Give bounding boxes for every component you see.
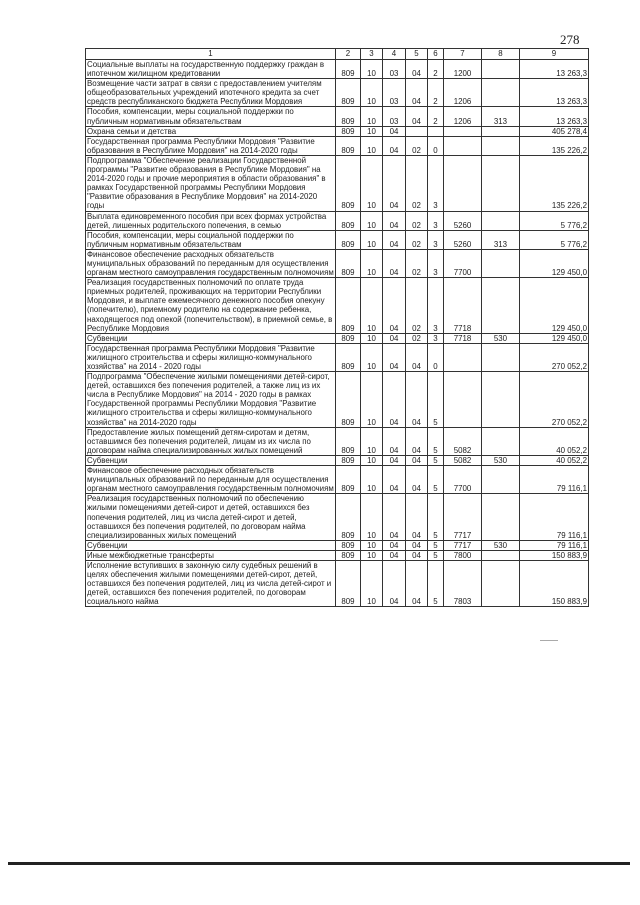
subsection-code: 04 [383,560,406,606]
admin-code: 809 [336,136,361,155]
program-code [406,126,428,136]
subprogram-code: 5 [428,427,444,455]
table-row [86,249,589,277]
section-code: 10 [361,249,383,277]
program-code: 02 [406,211,428,230]
expense-type-code [482,79,520,107]
section-code: 10 [361,427,383,455]
section-code: 10 [361,343,383,371]
expense-type-code [482,278,520,334]
subsection-code: 04 [383,372,406,428]
table-row [86,211,589,230]
subsection-code: 04 [383,455,406,465]
admin-code: 809 [336,230,361,249]
expense-type-code [482,126,520,136]
target-code: 7718 [444,278,482,334]
table-row [86,550,589,560]
subprogram-code: 2 [428,79,444,107]
expense-type-code [482,560,520,606]
amount: 129 450,0 [520,333,589,343]
admin-code: 809 [336,427,361,455]
subprogram-code: 3 [428,230,444,249]
expense-type-code: 313 [482,107,520,126]
subsection-code: 04 [383,126,406,136]
program-code: 04 [406,372,428,428]
program-code: 02 [406,136,428,155]
budget-table [85,48,589,607]
admin-code: 809 [336,466,361,494]
table-row [86,126,589,136]
amount: 135 226,2 [520,136,589,155]
target-code: 7803 [444,560,482,606]
amount: 270 052,2 [520,343,589,371]
target-code: 5082 [444,427,482,455]
admin-code: 809 [336,333,361,343]
program-code: 04 [406,107,428,126]
table-row [86,136,589,155]
target-code: 7800 [444,550,482,560]
subsection-code: 04 [383,249,406,277]
expense-type-code [482,211,520,230]
subprogram-code: 0 [428,136,444,155]
target-code: 5260 [444,230,482,249]
expense-type-code: 530 [482,540,520,550]
column-header-6: 6 [428,49,444,60]
table-row [86,372,589,428]
admin-code: 809 [336,372,361,428]
expense-type-code [482,494,520,540]
expense-type-code [482,550,520,560]
target-code: 7700 [444,466,482,494]
target-code [444,136,482,155]
subsection-code: 04 [383,155,406,211]
column-header-4: 4 [383,49,406,60]
subprogram-code: 3 [428,333,444,343]
subprogram-code: 5 [428,560,444,606]
item-name: Пособия, компенсации, меры социальной поддержки по публичным нормативным обязательствам [86,230,336,249]
section-code: 10 [361,60,383,79]
expense-type-code [482,372,520,428]
amount: 79 116,1 [520,466,589,494]
section-code: 10 [361,494,383,540]
table-row [86,560,589,606]
subsection-code: 04 [383,540,406,550]
amount: 40 052,2 [520,427,589,455]
program-code: 04 [406,427,428,455]
subsection-code: 03 [383,79,406,107]
section-code: 10 [361,550,383,560]
amount: 13 263,3 [520,60,589,79]
table-row [86,494,589,540]
subprogram-code: 3 [428,211,444,230]
subprogram-code: 3 [428,155,444,211]
amount: 129 450,0 [520,278,589,334]
subprogram-code: 5 [428,550,444,560]
column-header-8: 8 [482,49,520,60]
subprogram-code: 0 [428,343,444,371]
section-code: 10 [361,333,383,343]
subsection-code: 03 [383,60,406,79]
item-name: Государственная программа Республики Мордовия "Развитие жилищного строительства и сферы жилищно-коммунального хозяйства" на 2014 - 2020 годы [86,343,336,371]
admin-code: 809 [336,155,361,211]
program-code: 04 [406,79,428,107]
admin-code: 809 [336,107,361,126]
admin-code: 809 [336,540,361,550]
admin-code: 809 [336,211,361,230]
column-header-1: 1 [86,49,336,60]
target-code [444,126,482,136]
expense-type-code [482,60,520,79]
target-code: 5260 [444,211,482,230]
column-header-3: 3 [361,49,383,60]
expense-type-code: 530 [482,333,520,343]
program-code: 04 [406,466,428,494]
subsection-code: 03 [383,107,406,126]
item-name: Исполнение вступивших в законную силу судебных решений в целях обеспечения жилыми помещениями детей-сирот, детей, оставшихся без попечения родителей, лиц из числа детей-сирот и детей, оставшихся без попечения родителей, по договорам социального найма [86,560,336,606]
program-code: 02 [406,249,428,277]
column-header-7: 7 [444,49,482,60]
expense-type-code [482,427,520,455]
section-code: 10 [361,372,383,428]
section-code: 10 [361,278,383,334]
table-row [86,107,589,126]
subprogram-code: 5 [428,494,444,540]
table-row [86,278,589,334]
expense-type-code [482,343,520,371]
program-code: 04 [406,550,428,560]
admin-code: 809 [336,494,361,540]
subprogram-code: 2 [428,107,444,126]
admin-code: 809 [336,79,361,107]
amount: 13 263,3 [520,107,589,126]
table-row [86,455,589,465]
section-code: 10 [361,211,383,230]
program-code: 04 [406,60,428,79]
amount: 405 278,4 [520,126,589,136]
amount: 150 883,9 [520,560,589,606]
subsection-code: 04 [383,427,406,455]
item-name: Реализация государственных полномочий по оплате труда приемных родителей, проживающих на территории Республики Мордовия, и выплате ежемесячного денежного пособия опекуну (попечителю), приемному родителю на содержание ребенка, находящегося под опекой (попечительством), в приемной семье, в Республике Мордовия [86,278,336,334]
item-name: Выплата единовременного пособия при всех формах устройства детей, лишенных родительского попечения, в семью [86,211,336,230]
subprogram-code: 2 [428,60,444,79]
expense-type-code [482,155,520,211]
amount: 150 883,9 [520,550,589,560]
table-row [86,466,589,494]
program-code: 04 [406,540,428,550]
admin-code: 809 [336,560,361,606]
column-header-5: 5 [406,49,428,60]
table-row [86,79,589,107]
section-code: 10 [361,560,383,606]
target-code: 1206 [444,79,482,107]
program-code: 02 [406,278,428,334]
admin-code: 809 [336,249,361,277]
program-code: 04 [406,343,428,371]
subsection-code: 04 [383,230,406,249]
table-row [86,427,589,455]
amount: 5 776,2 [520,211,589,230]
amount: 5 776,2 [520,230,589,249]
item-name: Возмещение части затрат в связи с предоставлением учителям общеобразовательных учреждений ипотечного кредита за счет средств республиканского бюджета Республики Мордовия [86,79,336,107]
scan-mark [540,640,558,641]
subsection-code: 04 [383,211,406,230]
amount: 79 116,1 [520,494,589,540]
table-row [86,333,589,343]
subsection-code: 04 [383,343,406,371]
item-name: Реализация государственных полномочий по обеспечению жилыми помещениями детей-сирот и детей, оставшихся без попечения родителей, лиц из числа детей-сирот и детей, оставшихся без попечения родителей, по договорам найма специализированных жилых помещений [86,494,336,540]
program-code: 04 [406,455,428,465]
item-name: Охрана семьи и детства [86,126,336,136]
amount: 79 116,1 [520,540,589,550]
table-row [86,230,589,249]
item-name: Государственная программа Республики Мордовия "Развитие образования в Республике Мордовия" на 2014-2020 годы [86,136,336,155]
amount: 129 450,0 [520,249,589,277]
section-code: 10 [361,466,383,494]
table-row [86,60,589,79]
target-code [444,343,482,371]
item-name: Субвенции [86,455,336,465]
expense-type-code [482,249,520,277]
subprogram-code: 5 [428,466,444,494]
item-name: Предоставление жилых помещений детям-сиротам и детям, оставшимся без попечения родителей, лицам из их числа по договорам найма специализированных жилых помещений [86,427,336,455]
subprogram-code: 3 [428,278,444,334]
expense-type-code [482,136,520,155]
subsection-code: 04 [383,136,406,155]
target-code [444,155,482,211]
subsection-code: 04 [383,278,406,334]
section-code: 10 [361,155,383,211]
expense-type-code: 530 [482,455,520,465]
column-header-2: 2 [336,49,361,60]
section-code: 10 [361,455,383,465]
subprogram-code [428,126,444,136]
program-code: 02 [406,333,428,343]
expense-type-code: 313 [482,230,520,249]
item-name: Социальные выплаты на государственную поддержку граждан в ипотечном жилищном кредитовании [86,60,336,79]
subsection-code: 04 [383,466,406,494]
page-number: 278 [560,32,580,47]
subsection-code: 04 [383,550,406,560]
target-code: 5082 [444,455,482,465]
table-body [86,60,589,607]
subprogram-code: 5 [428,455,444,465]
target-code: 1206 [444,107,482,126]
admin-code: 809 [336,550,361,560]
admin-code: 809 [336,126,361,136]
target-code: 7717 [444,540,482,550]
table-row [86,155,589,211]
amount: 40 052,2 [520,455,589,465]
amount: 135 226,2 [520,155,589,211]
item-name: Субвенции [86,540,336,550]
target-code: 1200 [444,60,482,79]
program-code: 02 [406,155,428,211]
program-code: 04 [406,560,428,606]
target-code: 7718 [444,333,482,343]
subsection-code: 04 [383,333,406,343]
expense-type-code [482,466,520,494]
item-name: Подпрограмма "Обеспечение жилыми помещениями детей-сирот, детей, оставшихся без попечения родителей, а также лиц из их числа в Республике Мордовия" на 2014 - 2020 годы в рамках Государственной программы Республики Мордовия "Развитие жилищного строительства и сферы жилищно-коммунального хозяйства" на 2014-2020 годы [86,372,336,428]
admin-code: 809 [336,455,361,465]
table-row [86,540,589,550]
subsection-code: 04 [383,494,406,540]
item-name: Финансовое обеспечение расходных обязательств муниципальных образований по переданным для осуществления органам местного самоуправления государственным полномочиям [87,466,334,494]
section-code: 10 [361,126,383,136]
item-name: Иные межбюджетные трансферты [86,550,336,560]
program-code: 02 [406,230,428,249]
bottom-rule [8,862,630,865]
section-code: 10 [361,136,383,155]
amount: 13 263,3 [520,79,589,107]
target-code: 7717 [444,494,482,540]
admin-code: 809 [336,343,361,371]
target-code [444,372,482,428]
section-code: 10 [361,107,383,126]
admin-code: 809 [336,278,361,334]
section-code: 10 [361,230,383,249]
header-row [86,49,589,60]
item-name: Субвенции [86,333,336,343]
admin-code: 809 [336,60,361,79]
item-name: Пособия, компенсации, меры социальной поддержки по публичным нормативным обязательствам [86,107,336,126]
subprogram-code: 5 [428,372,444,428]
item-name: Подпрограмма "Обеспечение реализации Государственной программы "Развитие образования в Республике Мордовия" на 2014-2020 годы и прочие мероприятия в области образования" в рамках Государственной программы Республики Мордовия "Развитие образования в Республике Мордовия" на 2014-2020 годы [86,155,336,211]
section-code: 10 [361,79,383,107]
subprogram-code: 5 [428,540,444,550]
section-code: 10 [361,540,383,550]
item-name: Финансовое обеспечение расходных обязательств муниципальных образований по переданным для осуществления органам местного самоуправления государственным полномочиям [87,249,334,278]
amount: 270 052,2 [520,372,589,428]
column-header-9: 9 [520,49,589,60]
table-row [86,343,589,371]
target-code: 7700 [444,249,482,277]
program-code: 04 [406,494,428,540]
subprogram-code: 3 [428,249,444,277]
